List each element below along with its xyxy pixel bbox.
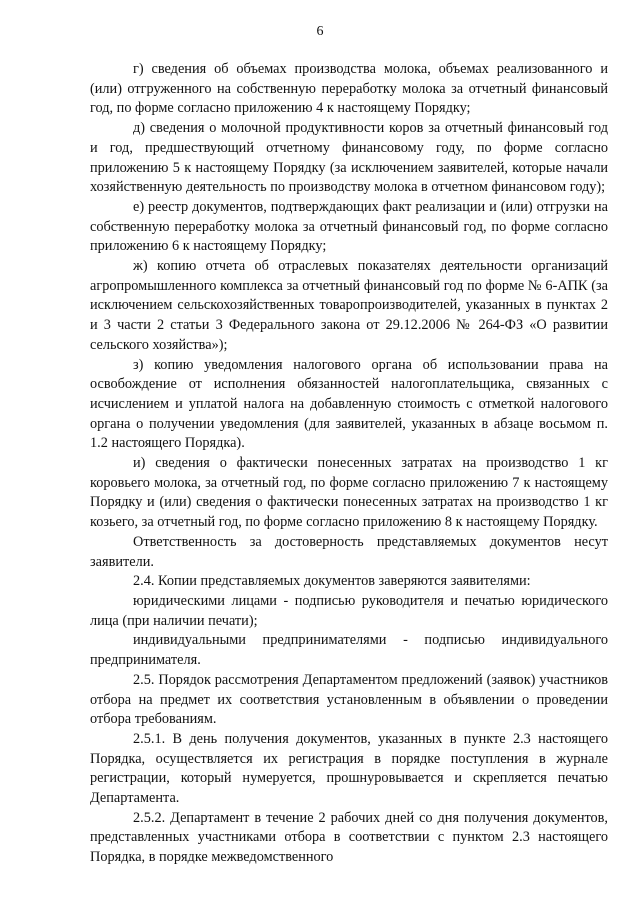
paragraph-e: е) реестр документов, подтверждающих факт реализации и (или) отгрузки на собственную переработку молока за отчетный финансовый год, по форме согласно приложению 6 к настоящему Порядку;	[90, 198, 608, 255]
paragraph-2-4: 2.4. Копии представляемых документов заверяются заявителями:	[133, 573, 531, 590]
paragraph-2-5-1: 2.5.1. В день получения документов, указанных в пункте 2.3 настоящего Порядка, осуществляется их регистрация в порядке поступления в журнале регистрации, который нумеруется, прошнуровывается и скрепляется печатью Департамента.	[90, 730, 608, 807]
paragraph-d: д) сведения о молочной продуктивности коров за отчетный финансовый год и год, предшествующий отчетному финансовому году, по форме согласно приложению 5 к настоящему Порядку (за исключением заявителей, которые начали хозяйственную деятельность по производству молока в отчетном финансовом году);	[90, 120, 608, 196]
paragraph-2-5-2: 2.5.2. Департамент в течение 2 рабочих дней со дня получения документов, представленных участниками отбора в соответствии с пунктом 2.3 настоящего Порядка, в порядке межведомственного	[90, 809, 608, 866]
page-number: 6	[316, 24, 324, 39]
document-body	[90, 60, 608, 868]
paragraph-z: з) копию уведомления налогового органа об использовании права на освобождение от исполнения обязанностей налогоплательщика, связанных с исчислением и уплатой налога на добавленную стоимость с отметкой налогового органа о получении уведомления (для заявителей, указанных в абзаце восьмом п. 1.2 настоящего Порядка).	[90, 356, 608, 452]
paragraph-entrepreneurs: индивидуальными предпринимателями - подписью индивидуального предпринимателя.	[90, 632, 608, 669]
paragraph-g: г) сведения об объемах производства молока, объемах реализованного и (или) отгруженного на собственную переработку молока за отчетный финансовый год, по форме согласно приложению 4 к настоящему Порядку;	[90, 61, 608, 117]
paragraph-2-5: 2.5. Порядок рассмотрения Департаментом предложений (заявок) участников отбора на предмет их соответствия установленным в объявлении о проведении отбора требованиям.	[90, 671, 608, 728]
paragraph-responsibility: Ответственность за достоверность представляемых документов несут заявители.	[90, 533, 608, 570]
paragraph-zh: ж) копию отчета об отраслевых показателях деятельности организаций агропромышленного комплекса за отчетный финансовый год по форме № 6-АПК (за исключением сельскохозяйственных товаропроизводителей, указанных в пунктах 2 и 3 части 2 статьи 3 Федерального закона от 29.12.2006 № 264-ФЗ «О развитии сельского хозяйства»);	[90, 258, 608, 353]
paragraph-legal-entities: юридическими лицами - подписью руководителя и печатью юридического лица (при наличии печати);	[90, 592, 608, 629]
paragraph-i: и) сведения о фактически понесенных затратах на производство 1 кг коровьего молока, за отчетный год, по форме согласно приложению 7 к настоящему Порядку и (или) сведения о фактически понесенных затратах на производство 1 кг козьего, за отчетный год, по форме согласно приложению 8 к настоящему Порядку.	[90, 455, 608, 531]
